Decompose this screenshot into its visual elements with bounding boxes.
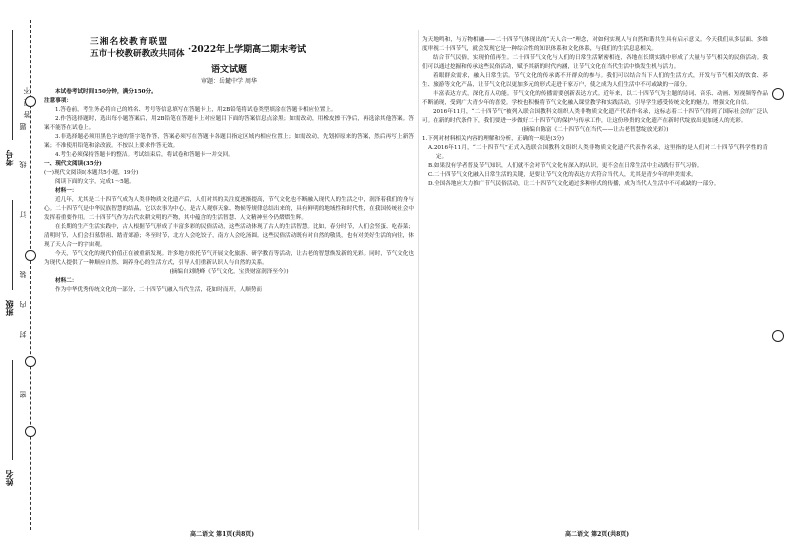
right-column: [422, 36, 768, 189]
notice-item: 1.答卷前，考生务必将自己的姓名、考号等信息填写在答题卡上，用2B铅笔将试卷类型填涂在答题卡相应位置上。: [55, 107, 337, 113]
bind-char: 内: [19, 300, 27, 308]
passage-paragraph: 近几年，尤其是二十四节气成为人类非物质文化遗产后，人们对其的关注度逐渐提高，节气文化也不断融入现代人的生活之中，润泽着我们的身与心。二十四节气是中华民族智慧的结晶，它以农事为中心，是古人观察天象、物候等规律总结出来的，具有鲜明的地域性和时代性，在我国传统社会中发挥着重要作用。二十四节气作为古代农耕文明的产物，其中蕴含的生活智慧、人文精神至今仍熠熠生辉。: [44, 197, 414, 221]
notice-item: 3.非选择题必须用黑色字迹的签字笔作答，答案必须写在答题卡各题目指定区域内相应位置上；如需改动，先划掉原来的答案，然后再写上新答案；不准使用铅笔和涂改液。不按以上要求作答无效。: [44, 134, 414, 149]
exam-info: 本试卷考试时间150分钟，满分150分。: [55, 89, 157, 95]
page-title: 语文试题: [210, 65, 247, 75]
left-column: [44, 88, 414, 295]
passage-paragraph: 为天地鸣和，与万物相融——二十四节气体现出的“天人合一”理念，对如何实现人与自然和谐共生具有启示意义。今天我们从多层面、多维度审视二十四节气，就会发现它是一种综合性的知识体系和文化体系，与我们的生活息息相关。: [422, 37, 768, 52]
label-exam-number: 考号: [4, 150, 14, 166]
passage-paragraph: 结合节气民俗，实现价值再生。二十四节气文化与人们的日常生活紧密相连，各地在长期实践中形成了大量与节气相关的民俗活动。我们可以通过挖掘和传承这些民俗活动，赋予其新的时代内涵，让节气文化在当代生活中焕发生机与活力。: [422, 55, 768, 70]
subsection-title: (一)现代文阅读Ⅰ(本题共5小题，19分): [44, 170, 139, 176]
notice-item: 4.考生必须保持答题卡的整洁。考试结束后，将试卷和答题卡一并交回。: [55, 152, 234, 158]
bind-char: 不: [23, 86, 31, 94]
bind-char: 题: [19, 122, 27, 130]
answer-option-b: B.如果没有学者普及节气知识，人们就不会对节气文化有深入的认识，更不会在日常生活中主动践行节气习俗。: [428, 163, 703, 169]
binding-hole-icon: [772, 330, 784, 342]
bind-char: 订: [19, 210, 27, 218]
page-footer-right: 高二语文 第2页(共8页): [565, 531, 630, 538]
passage-paragraph: 着眼群众需求，融入日常生活。节气文化的传承离不开群众的参与。我们可以结合当下人们的生活方式，开发与节气相关的饮食、养生、旅游等文化产品，让节气文化以更加多元的形式走进千家万户，使之成为人们生活中不可或缺的一部分。: [422, 73, 768, 88]
binding-hole-icon: [772, 88, 784, 100]
reading-instruction: 阅读下面的文字，完成1～5题。: [55, 179, 135, 185]
material-label: 材料二：: [55, 278, 78, 284]
header-exam-name: ·2022年上学期高二期末考试: [188, 45, 307, 55]
answer-option-a: A.2016年11月，“二十四节气”正式入选联合国教科文组织人类非物质文化遗产代表作名录，这里指的是人们对二十四节气科学性的肯定。: [428, 145, 768, 160]
section-title: 一、现代文阅读(35分): [44, 161, 102, 167]
binding-strip: [0, 0, 40, 550]
page-footer-left: 高二语文 第1页(共8页): [190, 531, 255, 538]
passage-paragraph: 在长期的生产生活实践中，古人根据节气形成了丰富多彩的民俗活动，这些活动体现了古人的生活智慧。比如，春分时节，人们会竖蛋、吃春菜；清明时节，人们会扫墓祭祖、踏青郊游；冬至时节，北方人会吃饺子，南方人会吃汤圆。这些民俗活动既有对自然的敬畏，也有对美好生活的向往，体现了天人合一的宇宙观。: [44, 224, 414, 248]
exam-number-line: [12, 30, 13, 140]
name-line: [12, 360, 13, 460]
passage-paragraph: 作为中华优秀传统文化的一部分，二十四节气融入当代生活，花如时而开，人顺势而: [55, 287, 262, 293]
label-name: 姓名: [4, 470, 14, 486]
answer-option-c: C.二十四节气文化融入日常生活的关键，是要让节气文化的表达方式符合当代人，尤其是青少年的审美需求。: [428, 172, 697, 178]
material-label: 材料一：: [55, 188, 78, 194]
header-union: 三湘名校教育联盟: [90, 37, 169, 47]
bind-char: 线: [19, 160, 27, 168]
column-divider: [418, 30, 419, 530]
binding-hole-icon: [25, 96, 36, 107]
bind-char: 密: [19, 390, 27, 398]
source-citation: (摘编自刘晓峰《节气文化，宝贵财富润泽至今》): [169, 269, 289, 275]
binding-hole-icon: [25, 426, 36, 437]
question-stem: 1.下列对材料相关内容的理解和分析，正确的一项是(3分): [422, 136, 564, 142]
binding-hole-icon: [25, 250, 36, 261]
bind-char: 装: [19, 270, 27, 278]
binding-hole-icon: [25, 356, 36, 367]
byline: 审题：岳麓中学 周华: [201, 78, 257, 85]
passage-paragraph: 今天，节气文化的现代价值正在被重新发现。许多地方依托节气开展文化旅游、研学教育等活动，让古老的智慧焕发新的光彩。同时，节气文化也为现代人提供了一种顺应自然、调养身心的生活方式，引导人们重新认识人与自然的关系。: [44, 251, 414, 266]
notice-item: 2.作答选择题时，选出每小题答案后，用2B铅笔在答题卡上对应题目下面的答案信息点涂黑；如需改动，用橡皮擦干净后，再选涂其他答案。答案不能答在试卷上。: [44, 116, 414, 131]
source-citation: (摘编自陈富《二十四节气在当代——让古老智慧绽放光彩》): [521, 127, 669, 133]
answer-option-d: D.全国各地应大力推广节气民俗活动，让二十四节气文化通过多种形式的传播，成为当代人生活中不可或缺的一部分。: [428, 181, 720, 187]
notice-title: 注意事项：: [44, 98, 72, 104]
class-line: [12, 200, 13, 290]
label-class: 班级: [4, 300, 14, 316]
bind-char: 答: [23, 110, 31, 118]
header-community: 五市十校教研教改共同体: [90, 49, 185, 59]
bind-char: 封: [19, 330, 27, 338]
passage-paragraph: 2016年11月，“二十四节气”被列入联合国教科文组织人类非物质文化遗产代表作名录，这标志着二十四节气得到了国际社会的广泛认可。在新的时代条件下，我们要进一步做好二十四节气的保护与传承工作，让这份珍贵的文化遗产在新时代绽放出更加迷人的光彩。: [422, 109, 768, 124]
passage-paragraph: 丰富表达方式，深化育人功能。节气文化的传播需要创新表达方式。近年来，以二十四节气为主题的诗词、音乐、动画、短视频等作品不断涌现，受到广大青少年的喜爱。学校也积极将节气文化融入课堂教学和实践活动，引导学生感受传统文化的魅力，增强文化自信。: [422, 91, 768, 106]
